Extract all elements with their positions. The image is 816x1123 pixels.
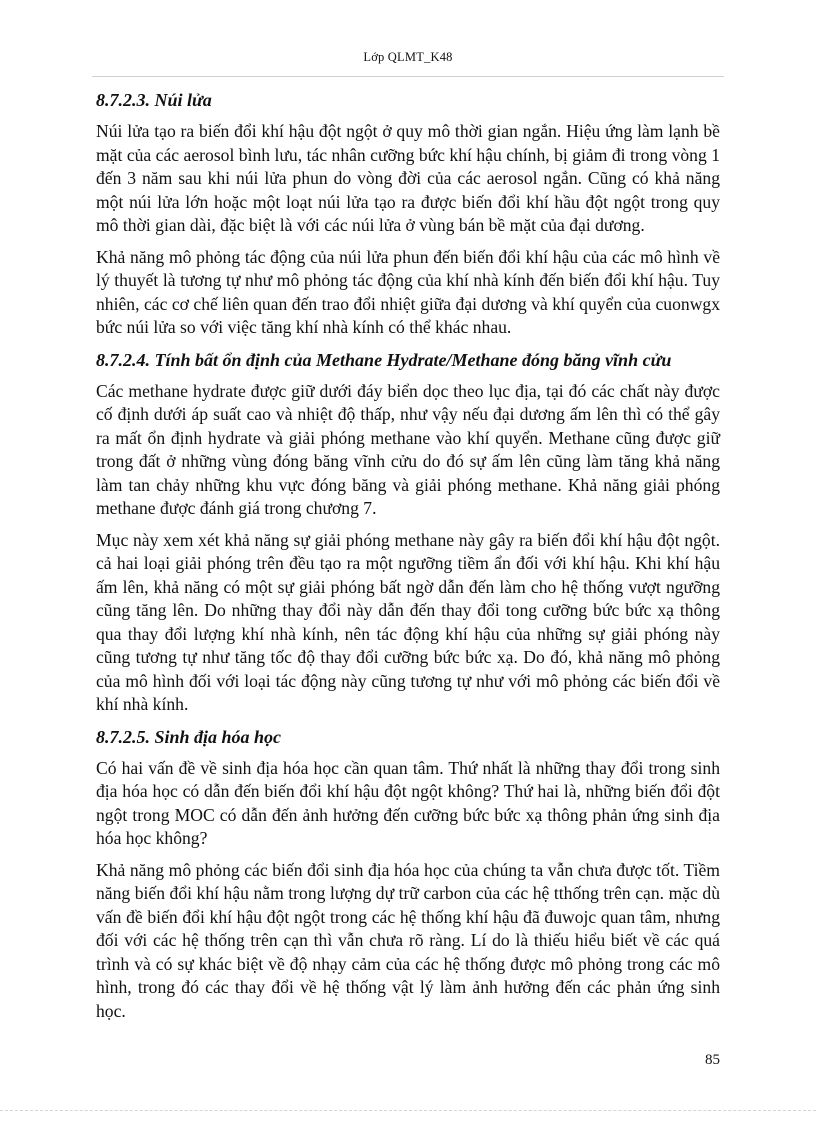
page-content bbox=[96, 88, 720, 1031]
paragraph: Các methane hydrate được giữ dưới đáy biển dọc theo lục địa, tại đó các chất này được cố định dưới áp suất cao và nhiệt độ thấp, như vậy nếu đại dương ấm lên thì có thể gây ra mất ổn định hydrate và giải phóng methane vào khí quyển. Methane cũng được giữ trong đất ở những vùng đóng băng vĩnh cửu do đó sự ấm lên cũng làm tăng khả năng làm tan chảy những khu vực đóng băng và giải phóng methane. Khả năng giải phóng methane được đánh giá trong chương 7. bbox=[96, 380, 720, 518]
page-header: Lớp QLMT_K48 bbox=[363, 50, 453, 64]
paragraph: Khả năng mô phỏng các biến đổi sinh địa hóa học của chúng ta vẫn chưa được tốt. Tiềm năng biến đổi khí hậu nằm trong lượng dự trữ carbon của các hệ tthống trên cạn. mặc dù vấn đề biến đổi khí hậu đột ngột trong các hệ thống khí hậu đã đuwojc quan tâm, nhưng đối với các hệ thống trên cạn thì vẫn chưa rõ ràng. Lí do là thiếu hiểu biết về các quá trình và có sự khác biệt về độ nhạy cảm của các hệ thống được mô phỏng trong các mô hình, trong đó các thay đổi về hệ thống vật lý làm ảnh hưởng đến các phản ứng sinh học. bbox=[96, 859, 720, 1021]
section-heading-methane: 8.7.2.4. Tính bất ổn định của Methane Hydrate/Methane đóng băng vĩnh cửu bbox=[96, 349, 672, 370]
section-heading-volcano: 8.7.2.3. Núi lửa bbox=[96, 90, 212, 110]
header-divider bbox=[92, 76, 724, 77]
paragraph: Núi lửa tạo ra biến đổi khí hậu đột ngột ở quy mô thời gian ngắn. Hiệu ứng làm lạnh bề mặt của các aerosol bình lưu, tác nhân cưỡng bức khí hậu chính, bị giảm đi trong vòng 1 đến 3 năm sau khi núi lửa phun do vòng đời của các aerosol ngắn. Cũng có khả năng một núi lửa lớn hoặc một loạt núi lửa tạo ra được biến đổi khí hầu đột ngột trong quy mô thời gian dài, đặc biệt là với các núi lửa ở vùng bán bề mặt của đại dương. bbox=[96, 121, 720, 235]
page-bottom-edge bbox=[0, 1110, 816, 1111]
page-number: 85 bbox=[705, 1052, 720, 1068]
paragraph: Mục này xem xét khả năng sự giải phóng methane này gây ra biến đổi khí hậu đột ngột. cả hai loại giải phóng trên đều tạo ra một ngưỡng tiềm ẩn đối với khí hậu. Khi khí hậu ấm lên, khả năng có một sự giải phóng bất ngờ dẫn đến làm cho hệ thống vượt ngưỡng cũng tăng lên. Do những thay đổi này dẫn đến thay đổi tong cưỡng bức bức xạ thông qua thay đổi lượng khí nhà kính, nên tác động khí hậu của những sự giải phóng này cũng tương tự như tăng tốc độ thay đổi cưỡng bức bức xạ. Do đó, khả năng mô phỏng của mô hình đối với loại tác động này cũng tương tự như với mô phỏng các biến đổi về khí nhà kính. bbox=[96, 529, 720, 714]
paragraph: Có hai vấn đề về sinh địa hóa học cần quan tâm. Thứ nhất là những thay đổi trong sinh địa hóa học có dẫn đến biến đổi khí hậu đột ngột không? Thứ hai là, những biến đổi đột ngột trong MOC có dẫn đến ảnh hưởng đến cưỡng bức bức xạ thông phản ứng sinh địa hóa học không? bbox=[96, 757, 720, 848]
paragraph: Khả năng mô phỏng tác động của núi lửa phun đến biến đổi khí hậu của các mô hình về lý thuyết là tương tự như mô phỏng tác động của khí nhà kính đến biến đổi khí hậu. Tuy nhiên, các cơ chế liên quan đến trao đổi nhiệt giữa đại dương và khí quyển của cuonwgx bức núi lửa so với việc tăng khí nhà kính có thể khác nhau. bbox=[96, 246, 720, 337]
section-heading-biogeochemistry: 8.7.2.5. Sinh địa hóa học bbox=[96, 726, 282, 747]
